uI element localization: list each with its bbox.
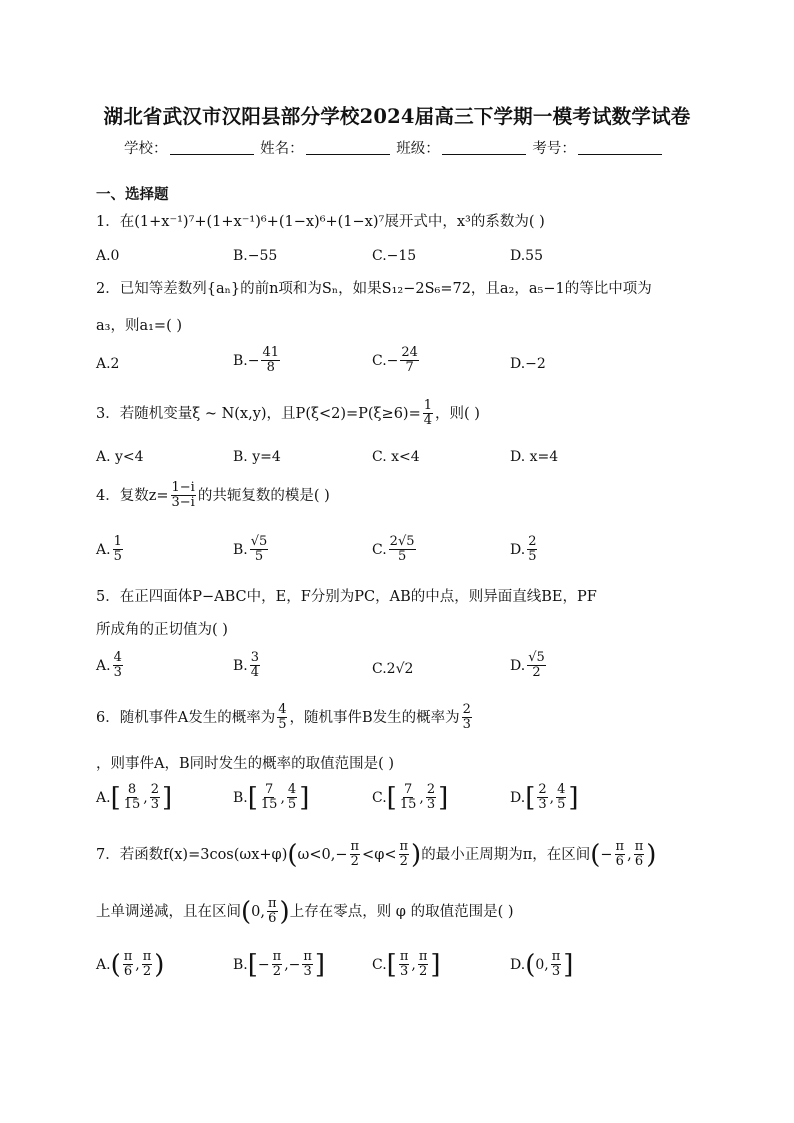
q7-cond-b: <φ< — [362, 846, 397, 863]
right-bracket: ] — [430, 949, 441, 980]
q6-d1n: 2 — [538, 782, 547, 797]
q7-option-b[interactable] — [233, 950, 325, 980]
q2-b-den: 8 — [266, 360, 275, 376]
q7-two: 2 — [418, 964, 428, 980]
q3-option-a[interactable]: A. y<4 — [96, 449, 144, 465]
q6-stem-b: ，随机事件B发生的概率为 — [289, 709, 460, 726]
q1-option-c[interactable]: C.−15 — [372, 248, 417, 264]
left-paren: ( — [525, 949, 536, 980]
left-bracket: [ — [110, 782, 121, 813]
q3-fraction — [423, 399, 433, 429]
q2-c-prefix: C.− — [372, 352, 399, 369]
left-paren: ( — [110, 949, 121, 980]
q7-d-prefix: D. — [510, 956, 526, 973]
q5-a-den: 3 — [113, 665, 122, 681]
question-4-stem — [96, 481, 330, 511]
q4-a-fraction — [113, 535, 123, 565]
q6-f1-den: 5 — [278, 717, 287, 733]
q7-six: 6 — [615, 854, 624, 870]
q6-b-low — [260, 783, 279, 813]
left-bracket: [ — [247, 782, 258, 813]
q4-stem-a: 4．复数z= — [96, 487, 169, 504]
question-2-line1: 2．已知等差数列{aₙ}的前n项和为Sₙ，如果S₁₂−2S₆=72，且a₂，a₅−1的等比中项为 — [96, 281, 652, 297]
q7-option-a[interactable] — [96, 950, 164, 980]
q7-pi: π — [123, 949, 133, 964]
left-bracket: [ — [247, 949, 258, 980]
q1-prefix: 1．在 — [96, 214, 135, 230]
q7-pi-over-6-c — [267, 897, 278, 927]
q7-pi: π — [272, 949, 282, 964]
q4-d-den: 5 — [528, 549, 537, 565]
q6-a1d: 15 — [123, 797, 141, 813]
q7-pi: π — [615, 839, 625, 854]
right-bracket: ] — [568, 782, 579, 813]
q5-a-fraction — [113, 651, 123, 681]
q7-six: 6 — [634, 854, 644, 870]
q5-d-fraction — [527, 651, 546, 681]
q5-a-prefix: A. — [96, 657, 111, 674]
name-blank[interactable] — [306, 140, 390, 155]
left-paren: ( — [287, 839, 298, 870]
q6-c-high — [426, 783, 436, 813]
q7-comma: , — [284, 956, 289, 973]
q2-c-den: 7 — [405, 360, 414, 376]
q6-f2-num: 2 — [462, 702, 471, 717]
q1-option-b[interactable]: B.−55 — [233, 248, 278, 264]
q7-line2-a: 上单调递减，且在区间 — [96, 903, 241, 920]
q4-a-prefix: A. — [96, 541, 111, 558]
q6-b2d: 5 — [287, 797, 297, 813]
q7-zero: 0, — [535, 956, 549, 973]
q1-option-a[interactable]: A.0 — [96, 248, 120, 264]
q4-b-num: √5 — [250, 534, 268, 549]
q7-pi: π — [303, 949, 312, 964]
q6-c1d: 15 — [399, 797, 417, 813]
q4-a-num: 1 — [113, 534, 122, 549]
q5-d-num: √5 — [528, 650, 545, 665]
q7-six: 6 — [123, 964, 133, 980]
q7-pi: π — [268, 896, 277, 911]
q4-c-num: 2√5 — [389, 534, 415, 549]
q6-option-b[interactable]: B.[ $\frac{7}{15}$ , $\frac{4}{5}$ ] — [233, 782, 310, 813]
q6-d1d: 3 — [538, 797, 547, 813]
right-paren: ) — [154, 949, 165, 980]
q6-c2n: 2 — [426, 782, 436, 797]
right-bracket: ] — [299, 782, 310, 813]
question-6-line2: ，则事件A，B同时发生的概率的取值范围是( ) — [96, 756, 395, 772]
q6-c1n: 7 — [403, 782, 413, 797]
q4-option-d[interactable] — [510, 535, 539, 565]
q4-c-fraction — [389, 535, 416, 565]
q2-c-fraction — [400, 346, 419, 376]
q5-option-d[interactable] — [510, 651, 548, 681]
q7-pi: π — [634, 839, 644, 854]
q7-b-high — [302, 950, 313, 980]
question-5-line2: 所成角的正切值为( ) — [96, 622, 228, 638]
q6-option-a[interactable]: A.[ $\frac{8}{15}$ , $\frac{2}{3}$ ] — [96, 782, 173, 813]
q6-d2d: 5 — [557, 797, 566, 813]
q4-num: 1−i — [171, 480, 195, 495]
q6-d-prefix: D. — [510, 789, 526, 806]
q6-d-high — [556, 783, 566, 813]
q7-a-prefix: A. — [96, 956, 111, 973]
q7-pi-over-2-b — [399, 840, 410, 870]
q6-fraction-1 — [277, 703, 287, 733]
q2-option-a[interactable]: A.2 — [96, 356, 120, 372]
q6-fraction-2 — [462, 703, 472, 733]
q5-b-num: 3 — [250, 650, 260, 665]
q7-pi: π — [399, 839, 409, 854]
q6-a-prefix: A. — [96, 789, 111, 806]
right-bracket: ] — [438, 782, 449, 813]
q5-b-den: 4 — [250, 665, 260, 681]
q7-pi: π — [142, 949, 152, 964]
q7-minus: − — [257, 956, 270, 973]
left-paren: ( — [590, 839, 601, 870]
q5-b-fraction — [250, 651, 260, 681]
q7-pi-over-6-a — [615, 840, 626, 870]
q2-option-b[interactable] — [233, 346, 282, 376]
name-label: 姓名： — [260, 141, 304, 157]
class-label: 班级： — [396, 141, 440, 157]
q4-c-den: 5 — [397, 549, 407, 565]
q5-option-c[interactable]: C.2√2 — [372, 661, 414, 677]
q7-two: 2 — [142, 964, 152, 980]
q4-stem-b: 的共轭复数的模是( ) — [197, 487, 330, 504]
q7-minus: − — [288, 956, 301, 973]
left-bracket: [ — [525, 782, 536, 813]
q4-option-a[interactable] — [96, 535, 125, 565]
q6-d2n: 4 — [557, 782, 566, 797]
q7-two: 2 — [272, 964, 282, 980]
q3-den: 4 — [423, 413, 433, 429]
q3-option-b[interactable]: B. y=4 — [233, 449, 281, 465]
q7-pi: π — [551, 949, 561, 964]
q4-option-b[interactable] — [233, 535, 270, 565]
question-7-line1 — [96, 840, 656, 870]
q7-three: 3 — [551, 964, 561, 980]
q5-option-b[interactable] — [233, 651, 262, 681]
q3-stem-b: ，则( ) — [435, 405, 480, 422]
q6-a2d: 3 — [150, 797, 159, 813]
q2-b-num: 41 — [262, 345, 280, 360]
q7-pi: π — [399, 949, 409, 964]
q7-pi: π — [350, 839, 360, 854]
q6-f2-den: 3 — [462, 717, 471, 733]
q3-option-d[interactable]: D. x=4 — [510, 449, 559, 465]
q6-a2n: 2 — [150, 782, 159, 797]
q4-fraction — [171, 481, 196, 511]
q7-comma: , — [411, 956, 416, 973]
q4-a-den: 5 — [113, 549, 122, 565]
q4-b-fraction — [250, 535, 269, 565]
q3-num: 1 — [423, 398, 433, 413]
question-1-stem — [96, 210, 545, 231]
right-bracket: ] — [563, 949, 574, 980]
q4-b-prefix: B. — [233, 541, 248, 558]
q7-a-low — [123, 950, 134, 980]
q6-c-low — [399, 783, 418, 813]
q2-b-prefix: B.− — [233, 352, 260, 369]
right-bracket: ] — [314, 949, 326, 980]
q3-option-c[interactable]: C. x<4 — [372, 449, 420, 465]
q5-d-prefix: D. — [510, 657, 526, 674]
q7-c-low — [399, 950, 410, 980]
q6-b1n: 7 — [265, 782, 274, 797]
q2-b-fraction — [261, 346, 280, 376]
q7-option-d[interactable] — [510, 950, 573, 980]
question-6-line1 — [96, 703, 474, 733]
q6-b1d: 15 — [260, 797, 278, 813]
question-2-line2: a₃，则a₁=( ) — [96, 318, 182, 334]
q7-pi: π — [418, 949, 428, 964]
id-label: 考号： — [532, 141, 576, 157]
right-bracket: ] — [162, 782, 173, 813]
q7-line2-b: 上存在零点，则 φ 的取值范围是( ) — [289, 903, 514, 920]
q4-c-prefix: C. — [372, 541, 387, 558]
school-label: 学校： — [124, 141, 168, 157]
q6-option-c[interactable]: C.[ $\frac{7}{15}$ , $\frac{2}{3}$ ] — [372, 782, 449, 813]
q7-stem-b: 的最小正周期为π，在区间 — [421, 846, 591, 863]
q6-b-high — [287, 783, 297, 813]
q1-expression: (1+x⁻¹)⁷+(1+x⁻¹)⁶+(1−x)⁶+(1−x)⁷ — [134, 214, 385, 230]
q5-a-num: 4 — [113, 650, 122, 665]
q7-zero: 0, — [251, 903, 265, 920]
q6-b2n: 4 — [287, 782, 297, 797]
q6-d-low — [537, 783, 547, 813]
section-heading: 一、选择题 — [96, 186, 169, 203]
q7-comma: , — [627, 846, 632, 863]
school-blank[interactable] — [170, 140, 254, 155]
q7-three: 3 — [399, 964, 409, 980]
q7-comma: , — [135, 956, 140, 973]
right-paren: ) — [411, 839, 422, 870]
q5-d-den: 2 — [532, 665, 541, 681]
q5-b-prefix: B. — [233, 657, 248, 674]
left-bracket: [ — [386, 782, 397, 813]
q6-stem-a: 6．随机事件A发生的概率为 — [96, 709, 276, 726]
q7-pi-over-2-a — [350, 840, 361, 870]
q2-option-d[interactable]: D.−2 — [510, 356, 546, 372]
page-title: 湖北省武汉市汉阳县部分学校2024届高三下学期一模考试数学试卷 — [103, 105, 691, 128]
question-5-line1: 5．在正四面体P−ABC中，E，F分别为PC，AB的中点，则异面直线BE，PF — [96, 589, 597, 605]
q3-stem-a: 3．若随机变量ξ ~ N(x,y)，且P(ξ<2)=P(ξ≥6)= — [96, 405, 421, 422]
q7-three: 3 — [303, 964, 312, 980]
q6-option-d[interactable]: D.[ $\frac{2}{3}$ , $\frac{4}{5}$ ] — [510, 782, 579, 813]
q4-den: 3−i — [171, 495, 195, 511]
q4-b-den: 5 — [254, 549, 264, 565]
q6-b-prefix: B. — [233, 789, 248, 806]
q6-c-prefix: C. — [372, 789, 387, 806]
q7-cond-a: ω<0,− — [297, 846, 348, 863]
q6-c2d: 3 — [426, 797, 436, 813]
q7-c-prefix: C. — [372, 956, 387, 973]
q7-b-prefix: B. — [233, 956, 248, 973]
q4-d-prefix: D. — [510, 541, 526, 558]
q4-option-c[interactable] — [372, 535, 418, 565]
left-paren: ( — [241, 896, 252, 927]
q7-minus: − — [600, 846, 613, 863]
student-info-row — [124, 137, 664, 158]
q5-option-a[interactable] — [96, 651, 125, 681]
q1-option-d[interactable]: D.55 — [510, 248, 543, 264]
q7-two: 2 — [350, 854, 359, 870]
q2-c-num: 24 — [401, 345, 418, 360]
left-bracket: [ — [386, 949, 397, 980]
q6-a-low — [123, 783, 142, 813]
q7-a-high — [142, 950, 153, 980]
q7-six: 6 — [268, 911, 277, 927]
q2-option-c[interactable] — [372, 346, 421, 376]
q7-b-low — [272, 950, 283, 980]
id-blank[interactable] — [578, 140, 662, 155]
q7-c-high — [418, 950, 429, 980]
q6-a-high — [150, 783, 160, 813]
class-blank[interactable] — [442, 140, 526, 155]
right-paren: ) — [646, 839, 657, 870]
right-paren: ) — [279, 896, 290, 927]
q7-option-c[interactable] — [372, 950, 441, 980]
q4-d-fraction — [527, 535, 537, 565]
q1-suffix: 展开式中，x³的系数为( ) — [384, 214, 545, 230]
q7-pi-over-6-b — [634, 840, 645, 870]
q7-d-high — [551, 950, 562, 980]
q6-f1-num: 4 — [278, 702, 287, 717]
q4-d-num: 2 — [528, 534, 537, 549]
question-7-line2 — [96, 897, 514, 927]
q7-stem-a: 7．若函数f(x)=3cos(ωx+φ) — [96, 846, 288, 863]
q7-two: 2 — [399, 854, 408, 870]
q6-a1n: 8 — [127, 782, 137, 797]
question-3-stem — [96, 399, 480, 429]
